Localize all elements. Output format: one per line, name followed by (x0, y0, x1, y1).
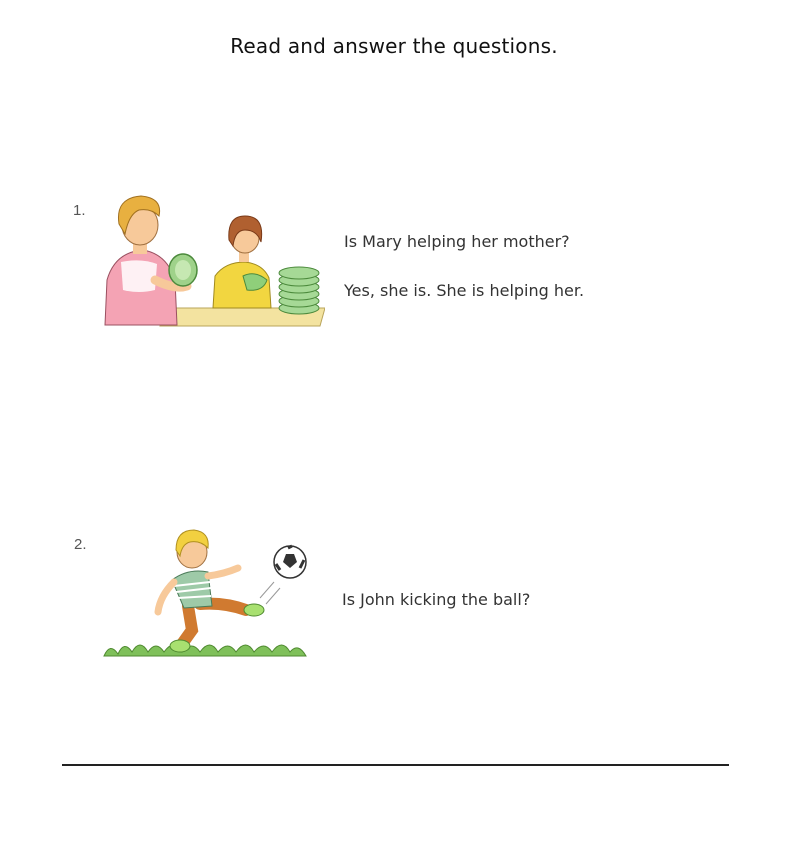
answer-line (62, 764, 729, 766)
question-2-text: Is John kicking the ball? (342, 590, 531, 609)
question-2-number: 2. (74, 536, 87, 553)
worksheet-title: Read and answer the questions. (230, 34, 558, 58)
question-1-answer: Yes, she is. She is helping her. (344, 281, 585, 300)
question-1-number: 1. (73, 202, 86, 219)
mother-daughter-dishes-illustration (95, 190, 325, 330)
boy-kicking-ball-illustration (100, 520, 312, 660)
question-1-text: Is Mary helping her mother? (344, 232, 570, 251)
